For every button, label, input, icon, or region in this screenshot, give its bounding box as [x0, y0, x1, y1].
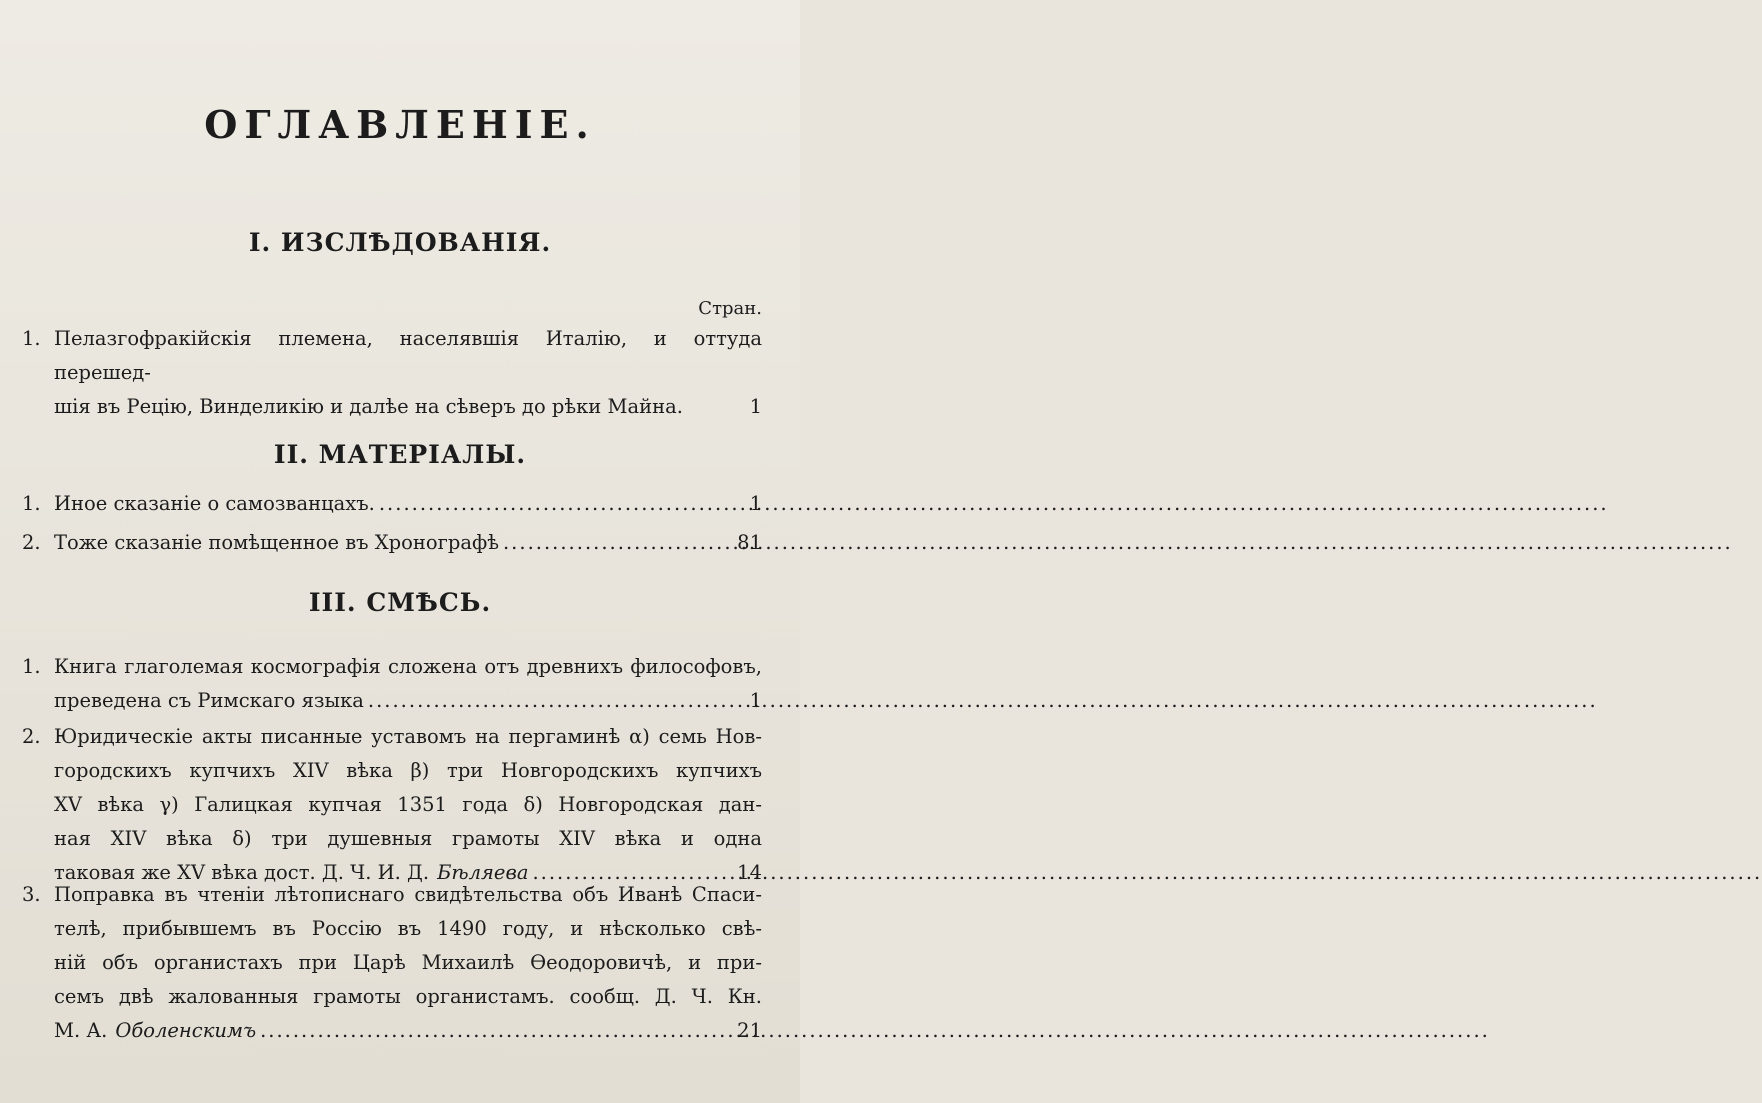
leader-dots	[368, 684, 736, 718]
entry-number: 2.	[22, 725, 41, 748]
entry-page-number: 14	[737, 861, 762, 884]
leader-dots	[260, 1014, 733, 1048]
entry-text-line: XV вѣка γ) Галицкая купчая 1351 года δ) Новгородская дан-	[54, 793, 762, 816]
entry-number: 2.	[22, 531, 41, 554]
leader-dots	[379, 487, 736, 521]
entry-number: 3.	[22, 883, 41, 906]
entry-text-line: преведена съ Римскаго языка	[54, 689, 364, 712]
entry-text-line: Тоже сказаніе помѣщенное въ Хронографѣ	[54, 531, 499, 554]
toc-page	[0, 0, 800, 1103]
entry-text-line: телѣ, прибывшемъ въ Россію въ 1490 году, и нѣсколько свѣ-	[54, 917, 762, 940]
entry-author: Бѣляева	[437, 861, 529, 884]
entry-page-number: 1	[749, 395, 762, 418]
entry-page-number: 1	[749, 689, 762, 712]
toc-entry-2-1[interactable]	[22, 487, 762, 521]
entry-author: Оболенскимъ	[115, 1019, 257, 1042]
entry-number: 1.	[22, 492, 41, 515]
section-title-2: II. МАТЕРІАЛЫ.	[273, 440, 527, 469]
entry-text-line: Иное сказаніе о самозванцахъ.	[54, 492, 375, 515]
page-column-label: Стран.	[698, 298, 762, 319]
entry-text-line: ная XIV вѣка δ) три душевныя грамоты XIV вѣка и одна	[54, 827, 762, 850]
toc-entry-2-2[interactable]	[22, 526, 762, 560]
entry-text-line: Юридическіе акты писанные уставомъ на пергаминѣ α) семь Нов-	[54, 725, 762, 748]
entry-page-number: 21	[737, 1019, 762, 1042]
entry-text-line: Поправка въ чтеніи лѣтописнаго свидѣтельства объ Иванѣ Спаси-	[54, 883, 762, 906]
entry-page-number: 1	[749, 492, 762, 515]
toc-entry-1-1[interactable]	[22, 322, 762, 424]
entry-text-line: М. А.	[54, 1019, 108, 1042]
entry-number: 1.	[22, 655, 41, 678]
entry-text-line: ній объ органистахъ при Царѣ Михаилѣ Ѳеодоровичѣ, и при-	[54, 951, 762, 974]
entry-text-line: таковая же XV вѣка дост. Д. Ч. И. Д.	[54, 861, 430, 884]
entry-text-line: семъ двѣ жалованныя грамоты органистамъ. сообщ. Д. Ч. Кн.	[54, 985, 762, 1008]
page-title: ОГЛАВЛЕНІЕ.	[204, 102, 596, 147]
entry-number: 1.	[22, 327, 41, 350]
section-title-1: I. ИЗСЛѢДОВАНІЯ.	[248, 228, 552, 257]
section-title-3: III. СМѢСЬ.	[308, 588, 492, 617]
entry-text-line: Пелазгофракійскія племена, населявшія Италію, и оттуда перешед-	[54, 327, 762, 384]
entry-text-line: шія въ Рецію, Винделикію и далѣе на сѣверъ до рѣки Майна.	[54, 395, 683, 418]
entry-text-line: Книга глаголемая космографія сложена отъ древнихъ философовъ,	[54, 655, 762, 678]
entry-text-line: городскихъ купчихъ XIV вѣка β) три Новгородскихъ купчихъ	[54, 759, 762, 782]
toc-entry-3-3[interactable]	[22, 878, 762, 1048]
toc-entry-3-1[interactable]	[22, 650, 762, 718]
leader-dots	[503, 526, 733, 560]
toc-entry-3-2[interactable]	[22, 720, 762, 890]
entry-page-number: 81	[737, 531, 762, 554]
